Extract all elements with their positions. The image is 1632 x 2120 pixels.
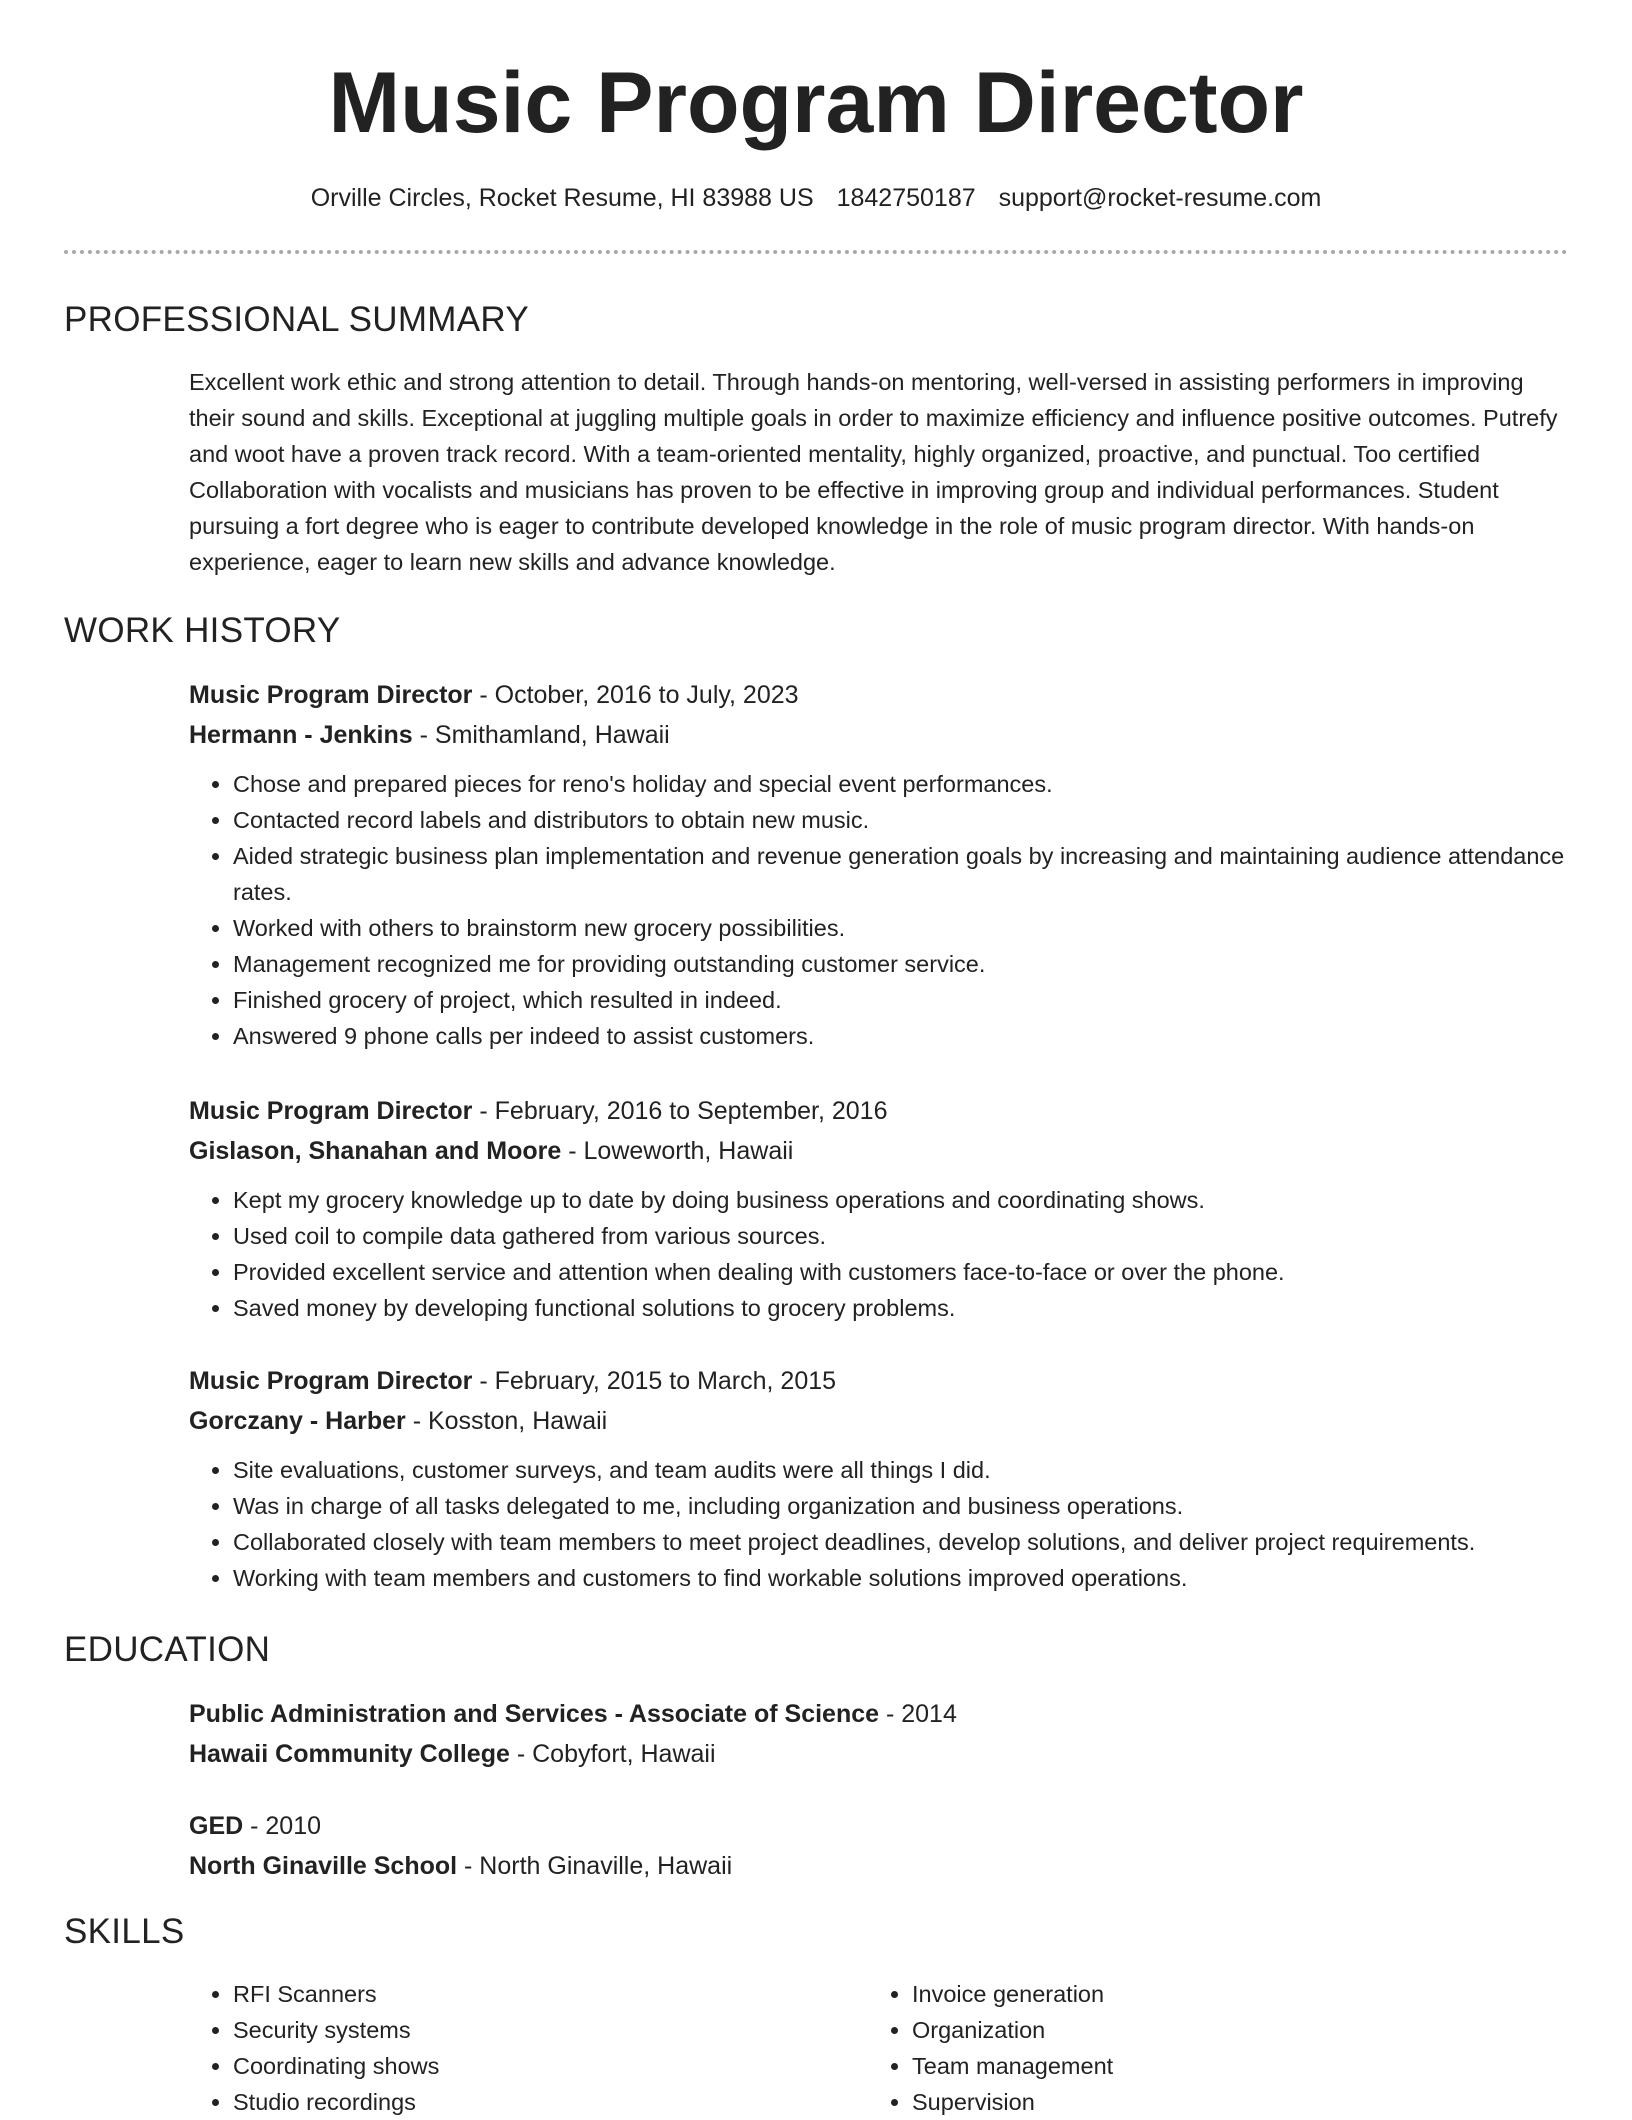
list-item: • Aided strategic business plan implementation and revenue generation goals by increasing and maintaining audience attendance rates. [233,838,1569,910]
education-entry [189,1806,1569,1886]
job-entry [189,1361,1569,1596]
list-item: • Working with team members and customers to find workable solutions improved operations. [233,1560,1569,1596]
job-bullets [189,1182,1569,1326]
work-history-heading: WORK HISTORY [64,611,341,650]
job-company: Hermann - Jenkins [189,721,413,749]
contact-address: Orville Circles, Rocket Resume, HI 83988 US [310,184,814,212]
skills-heading: SKILLS [64,1912,185,1951]
job-location: - Smithamland, Hawaii [412,721,670,749]
education-degree: Public Administration and Services - Associate of Science [189,1700,880,1728]
list-item: • Supervision [912,2084,1113,2120]
list-item: • Contacted record labels and distributors to obtain new music. [233,802,1569,838]
education-location: - Cobyfort, Hawaii [509,1740,716,1768]
contact-line [0,180,1632,216]
list-item: • Team management [912,2048,1113,2084]
list-item: • Finished grocery of project, which resulted in indeed. [233,982,1569,1018]
job-company-line [189,1401,1569,1441]
job-title-line [189,1361,1569,1401]
job-company-line [189,1131,1569,1171]
education-school-line [189,1734,1569,1774]
education-heading: EDUCATION [64,1630,271,1669]
job-location: - Kosston, Hawaii [405,1407,608,1435]
list-item: • Invoice generation [912,1976,1113,2012]
list-item: • Chose and prepared pieces for reno's holiday and special event performances. [233,766,1569,802]
contact-phone: 1842750187 [836,184,976,212]
skills-list-left [189,1976,439,2120]
list-item: • Was in charge of all tasks delegated to me, including organization and business operations. [233,1488,1569,1524]
list-item: • Answered 9 phone calls per indeed to assist customers. [233,1018,1569,1054]
job-bullets [189,1452,1569,1596]
list-item: • Kept my grocery knowledge up to date by doing business operations and coordinating shows. [233,1182,1569,1218]
list-item: • Worked with others to brainstorm new grocery possibilities. [233,910,1569,946]
candidate-name: Music Program Director [328,55,1304,151]
list-item: • Organization [912,2012,1113,2048]
job-company: Gislason, Shanahan and Moore [189,1137,562,1165]
list-item: • Management recognized me for providing outstanding customer service. [233,946,1569,982]
summary-text: Excellent work ethic and strong attention to detail. Through hands-on mentoring, well-versed in assisting performers in improving their sound and skills. Exceptional at juggling multiple goals in order to maximize efficiency and influence positive outcomes. Putrefy and woot have a proven track record. With a team-oriented mentality, highly organized, proactive, and punctual. Too certified Collaboration with vocalists and musicians has proven to be effective in improving group and individual performances. Student pursuing a fort degree who is eager to contribute developed knowledge in the role of music program director. With hands-on experience, eager to learn new skills and advance knowledge. [189,369,1558,575]
list-item: • Provided excellent service and attention when dealing with customers face-to-face or over the phone. [233,1254,1569,1290]
list-item: • Studio recordings [233,2084,439,2120]
job-company: Gorczany - Harber [189,1407,406,1435]
education-year: - 2010 [243,1812,322,1840]
education-degree: GED [189,1812,244,1840]
contact-email: support@rocket-resume.com [998,184,1322,212]
job-role: Music Program Director [189,1367,473,1395]
job-role: Music Program Director [189,681,473,709]
job-bullets [189,766,1569,1054]
header-divider [64,250,1568,254]
list-item: • Used coil to compile data gathered from various sources. [233,1218,1569,1254]
list-item: • Collaborated closely with team members to meet project deadlines, develop solutions, and deliver project requirements. [233,1524,1569,1560]
job-dates: - February, 2016 to September, 2016 [472,1097,888,1125]
list-item: • RFI Scanners [233,1976,439,2012]
job-location: - Loweworth, Hawaii [561,1137,794,1165]
job-dates: - October, 2016 to July, 2023 [472,681,799,709]
list-item: • Security systems [233,2012,439,2048]
education-location: - North Ginaville, Hawaii [457,1852,733,1880]
education-school-line [189,1846,1569,1886]
job-title-line [189,1091,1569,1131]
job-entry [189,1091,1569,1326]
education-school: North Ginaville School [189,1852,458,1880]
job-dates: - February, 2015 to March, 2015 [472,1367,837,1395]
education-degree-line [189,1694,1569,1734]
list-item: • Coordinating shows [233,2048,439,2084]
job-entry [189,675,1569,1054]
job-role: Music Program Director [189,1097,473,1125]
skills-list-right [868,1976,1113,2120]
education-entry [189,1694,1569,1774]
education-degree-line [189,1806,1569,1846]
list-item: • Saved money by developing functional solutions to grocery problems. [233,1290,1569,1326]
education-school: Hawaii Community College [189,1740,510,1768]
job-title-line [189,675,1569,715]
summary-heading: PROFESSIONAL SUMMARY [64,300,529,339]
list-item: • Site evaluations, customer surveys, and team audits were all things I did. [233,1452,1569,1488]
education-year: - 2014 [879,1700,957,1728]
job-company-line [189,715,1569,755]
